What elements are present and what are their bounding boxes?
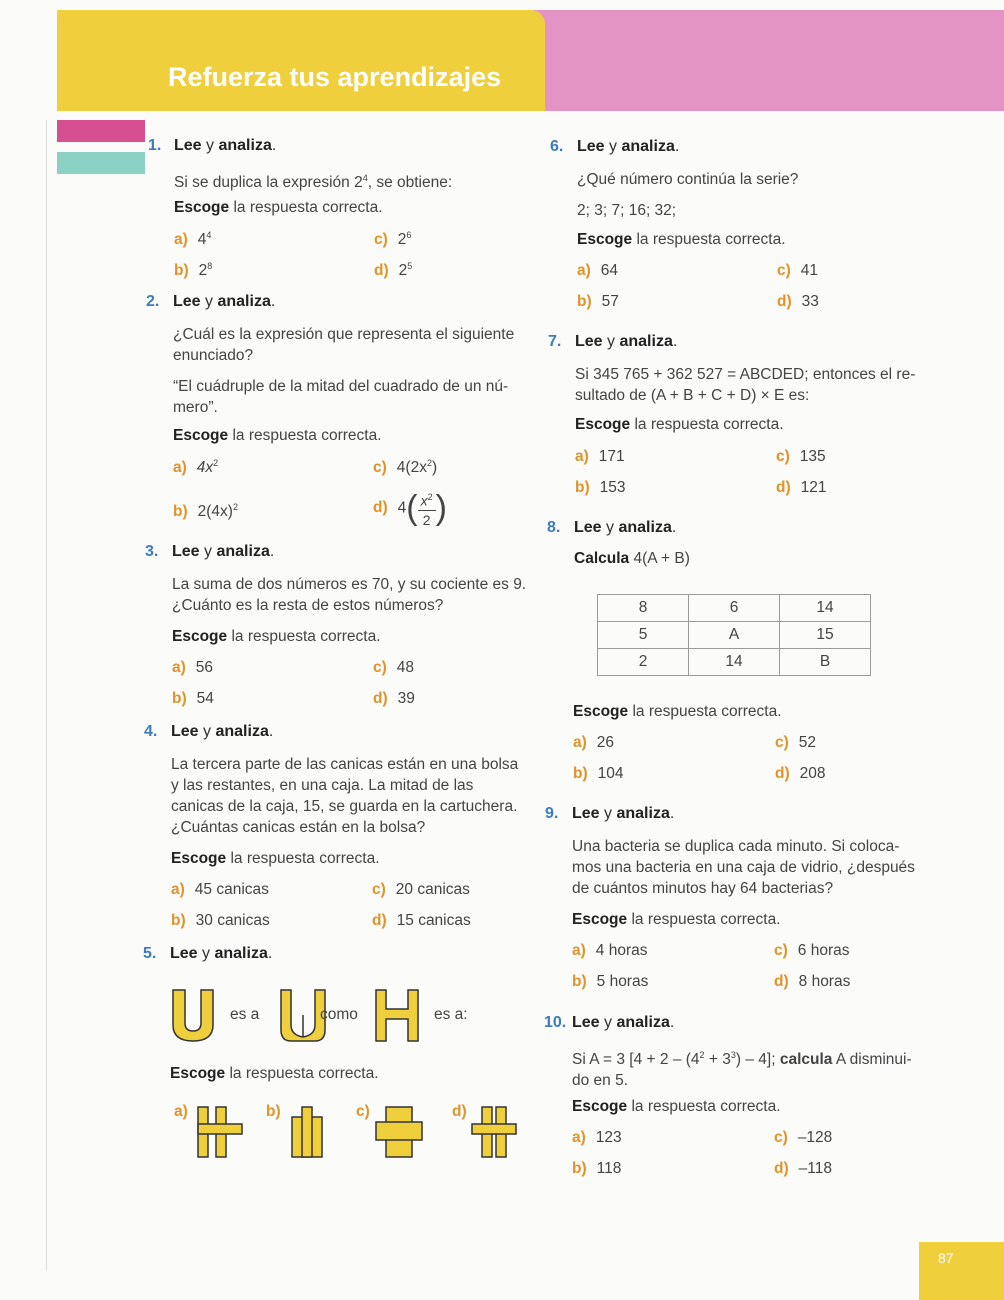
q3-instruction: Escoge la respuesta correcta. bbox=[172, 628, 381, 645]
page-number: 87 bbox=[938, 1250, 954, 1266]
table-cell: A bbox=[689, 622, 780, 649]
q2-quote: “El cuádruple de la mitad del cuadrado de un nú-mero”. bbox=[173, 378, 509, 416]
q4-option-d[interactable]: d) 15 canicas bbox=[372, 912, 471, 929]
q5-option-b[interactable]: b) bbox=[266, 1103, 281, 1120]
q9-option-d[interactable]: d) 8 horas bbox=[774, 973, 851, 990]
q6-number: 6. bbox=[550, 138, 564, 155]
q8-option-d[interactable]: d) 208 bbox=[775, 765, 826, 782]
q9-option-b[interactable]: b) 5 horas bbox=[572, 973, 649, 990]
q3-option-a[interactable]: a) 56 bbox=[172, 659, 214, 676]
page-number-box bbox=[919, 1242, 1004, 1300]
q8-instruction-calc: Calcula 4(A + B) bbox=[574, 550, 690, 567]
q10-title: Lee y analiza. bbox=[572, 1014, 675, 1031]
q9-number: 9. bbox=[545, 805, 559, 822]
q2-option-d[interactable]: d) 4( $\frac{x^2}{2}$ ) bbox=[373, 488, 447, 528]
header-band-yellow bbox=[57, 10, 545, 111]
q4-option-b[interactable]: b) 30 canicas bbox=[171, 912, 270, 929]
q8-option-a[interactable]: a) 26 bbox=[573, 734, 615, 751]
q7-instruction: Escoge la respuesta correcta. bbox=[575, 416, 784, 433]
q6-series: 2; 3; 7; 16; 32; bbox=[577, 202, 677, 219]
option-c-figure bbox=[376, 1107, 422, 1157]
q3-option-c[interactable]: c) 48 bbox=[373, 659, 415, 676]
q8-option-b[interactable]: b) 104 bbox=[573, 765, 624, 782]
q3-option-d[interactable]: d) 39 bbox=[373, 690, 415, 707]
q8-title: Lee y analiza. bbox=[574, 519, 677, 536]
q5-option-figures bbox=[190, 1102, 520, 1160]
q9-option-a[interactable]: a) 4 horas bbox=[572, 942, 648, 959]
q1-title: Lee y analiza. bbox=[174, 137, 277, 154]
q9-instruction: Escoge la respuesta correcta. bbox=[572, 911, 781, 928]
q5-number: 5. bbox=[143, 945, 157, 962]
q7-option-a[interactable]: a) 171 bbox=[575, 448, 625, 465]
q2-option-b[interactable]: b) $2(4x)^2$ bbox=[173, 502, 238, 521]
option-d-figure bbox=[472, 1107, 516, 1157]
q6-instruction: Escoge la respuesta correcta. bbox=[577, 231, 786, 248]
q8-option-c[interactable]: c) 52 bbox=[775, 734, 817, 751]
q7-statement: Si 345 765 + 362 527 = ABCDED; entonces el re-sultado de (A + B + C + D) × E es: bbox=[575, 366, 916, 404]
q2-number: 2. bbox=[146, 293, 160, 310]
q6-statement: ¿Qué número continúa la serie? bbox=[577, 171, 799, 188]
q1-number: 1. bbox=[148, 137, 162, 154]
q3-title: Lee y analiza. bbox=[172, 543, 275, 560]
q7-number: 7. bbox=[548, 333, 562, 350]
q4-title: Lee y analiza. bbox=[171, 723, 274, 740]
q6-option-d[interactable]: d) 33 bbox=[777, 293, 819, 310]
q1-option-b[interactable]: b) $2^8$ bbox=[174, 261, 213, 280]
q5-option-a[interactable]: a) bbox=[174, 1103, 188, 1120]
q10-statement: Si A = 3 $[4 + 2 - (4^2 + 3^3) - 4]$; calcula A disminui-do en 5. bbox=[572, 1050, 912, 1090]
table-row bbox=[598, 595, 871, 622]
q9-title: Lee y analiza. bbox=[572, 805, 675, 822]
margin-line bbox=[46, 120, 47, 1270]
q2-option-a[interactable]: a) $4x^2$ bbox=[173, 458, 219, 477]
q8-number: 8. bbox=[547, 519, 561, 536]
q8-table bbox=[597, 594, 871, 676]
q3-number: 3. bbox=[145, 543, 159, 560]
q5-option-d[interactable]: d) bbox=[452, 1103, 467, 1120]
q7-option-b[interactable]: b) 153 bbox=[575, 479, 626, 496]
q9-statement: Una bacteria se duplica cada minuto. Si coloca-mos una bacteria en una caja de vidrio, ¿después de cuántos minutos hay 64 bacterias? bbox=[572, 838, 915, 897]
table-cell: 5 bbox=[598, 622, 689, 649]
q5-es-a2-label: es a: bbox=[434, 1006, 468, 1023]
q10-option-d[interactable]: d) –118 bbox=[774, 1160, 832, 1177]
q10-option-b[interactable]: b) 118 bbox=[572, 1160, 622, 1177]
q1-option-d[interactable]: d) $2^5$ bbox=[374, 261, 413, 280]
table-cell: 6 bbox=[689, 595, 780, 622]
q5-option-c[interactable]: c) bbox=[356, 1103, 370, 1120]
q2-option-c[interactable]: c) $4(2x^2)$ bbox=[373, 458, 438, 477]
q6-option-a[interactable]: a) 64 bbox=[577, 262, 619, 279]
q10-instruction: Escoge la respuesta correcta. bbox=[572, 1098, 781, 1115]
q3-option-b[interactable]: b) 54 bbox=[172, 690, 214, 707]
q7-option-d[interactable]: d) 121 bbox=[776, 479, 827, 496]
q10-option-a[interactable]: a) 123 bbox=[572, 1129, 622, 1146]
table-row bbox=[598, 622, 871, 649]
table-cell: 14 bbox=[780, 595, 871, 622]
q5-como-label: como bbox=[320, 1006, 358, 1023]
q7-title: Lee y analiza. bbox=[575, 333, 678, 350]
q1-instruction: Escoge la respuesta correcta. bbox=[174, 199, 383, 216]
q4-statement: La tercera parte de las canicas están en una bolsa y las restantes, en una caja. La mitad de las canicas de la caja, 15, se guarda en la cartuchera. ¿Cuántas canicas están en la bolsa? bbox=[171, 756, 519, 836]
q5-title: Lee y analiza. bbox=[170, 945, 273, 962]
q4-option-c[interactable]: c) 20 canicas bbox=[372, 881, 470, 898]
table-cell: 15 bbox=[780, 622, 871, 649]
q7-option-c[interactable]: c) 135 bbox=[776, 448, 826, 465]
q4-option-a[interactable]: a) 45 canicas bbox=[171, 881, 269, 898]
table-cell: 8 bbox=[598, 595, 689, 622]
option-b-figure bbox=[292, 1107, 322, 1157]
q2-instruction: Escoge la respuesta correcta. bbox=[173, 427, 382, 444]
q5-es-a-label: es a bbox=[230, 1006, 260, 1023]
q10-number: 10. bbox=[544, 1014, 567, 1031]
table-cell: B bbox=[780, 649, 871, 676]
q4-instruction: Escoge la respuesta correcta. bbox=[171, 850, 380, 867]
q4-number: 4. bbox=[144, 723, 158, 740]
table-cell: 2 bbox=[598, 649, 689, 676]
q1-statement: Si se duplica la expresión $2^4$, se obtiene: bbox=[174, 173, 453, 192]
side-tab-teal bbox=[57, 152, 145, 174]
q6-option-c[interactable]: c) 41 bbox=[777, 262, 819, 279]
table-row bbox=[598, 649, 871, 676]
q3-statement: La suma de dos números es 70, y su cociente es 9. ¿Cuánto es la resta de estos números? bbox=[172, 576, 527, 614]
q1-option-a[interactable]: a) $4^4$ bbox=[174, 230, 212, 249]
q2-statement: ¿Cuál es la expresión que representa el siguiente enunciado? bbox=[173, 326, 515, 364]
u-shape-figure bbox=[173, 990, 213, 1041]
q9-option-c[interactable]: c) 6 horas bbox=[774, 942, 850, 959]
q5-instruction: Escoge la respuesta correcta. bbox=[170, 1065, 379, 1082]
option-a-figure bbox=[198, 1107, 242, 1157]
page-title: Refuerza tus aprendizajes bbox=[168, 62, 502, 92]
q8-instruction: Escoge la respuesta correcta. bbox=[573, 703, 782, 720]
q2-title: Lee y analiza. bbox=[173, 293, 276, 310]
table-cell: 14 bbox=[689, 649, 780, 676]
q1-option-c[interactable]: c) $2^6$ bbox=[374, 230, 412, 249]
h-shape-figure bbox=[376, 990, 418, 1041]
side-tab-pink bbox=[57, 120, 145, 142]
q6-option-b[interactable]: b) 57 bbox=[577, 293, 619, 310]
q10-option-c[interactable]: c) –128 bbox=[774, 1129, 833, 1146]
q6-title: Lee y analiza. bbox=[577, 138, 680, 155]
